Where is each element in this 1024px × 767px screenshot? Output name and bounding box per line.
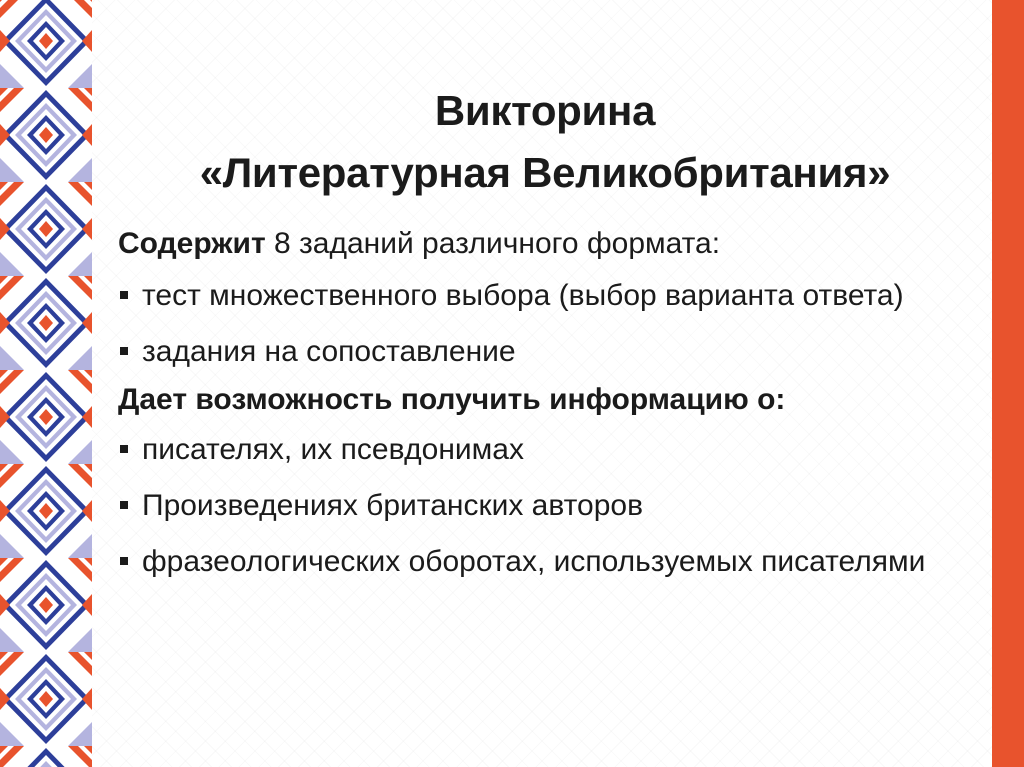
list-item <box>118 430 978 470</box>
slide-body <box>118 224 978 588</box>
list-item-text: писателях, их псевдонимах <box>142 433 524 466</box>
list-item <box>118 332 978 372</box>
list-item <box>118 542 978 582</box>
square-bullet-icon <box>120 347 128 355</box>
section-2-list <box>118 430 978 582</box>
title-line-1: Викторина <box>434 87 656 135</box>
section-1-lead-bold: Содержит <box>118 227 266 260</box>
section-2-lead: Дает возможность получить информацию о: <box>118 383 786 416</box>
square-bullet-icon <box>120 557 128 565</box>
square-bullet-icon <box>120 445 128 453</box>
list-item <box>118 276 978 316</box>
list-item-text: задания на сопоставление <box>142 335 516 368</box>
section-1-list <box>118 276 978 372</box>
slide-title <box>100 80 990 204</box>
accent-stripe <box>992 0 1024 767</box>
list-item-text: Произведениях британских авторов <box>142 489 644 522</box>
geometric-ornament-border <box>0 0 92 767</box>
list-item-text: фразеологических оборотах, используемых писателями <box>142 545 926 578</box>
section-1-lead-rest: 8 заданий различного формата: <box>265 227 721 260</box>
title-line-2: «Литературная Великобритания» <box>199 149 891 197</box>
list-item-text: тест множественного выбора (выбор варианта ответа) <box>142 279 904 312</box>
list-item <box>118 486 978 526</box>
square-bullet-icon <box>120 501 128 509</box>
section-1-lead <box>118 224 978 264</box>
square-bullet-icon <box>120 291 128 299</box>
